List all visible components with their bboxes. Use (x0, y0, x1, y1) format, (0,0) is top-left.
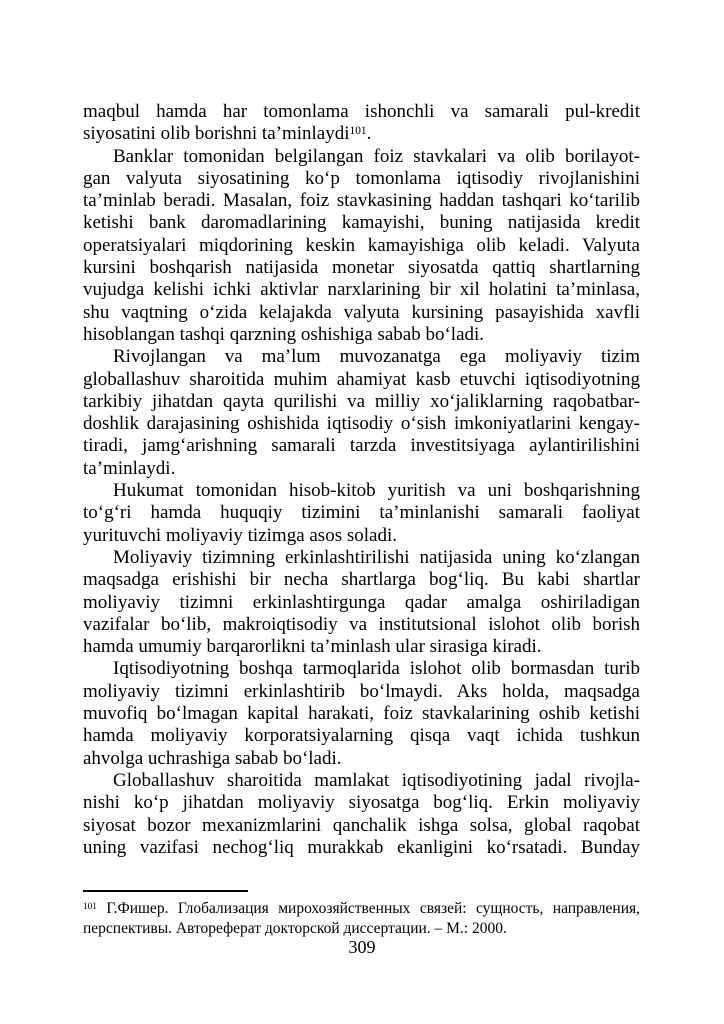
text-line: tarkibiy jihatdan qayta qurilishi va milliy xo‘jaliklarning raqobatbar- (83, 390, 640, 412)
text-line: shu vaqtning o‘zida kelajakda valyuta kursining pasayishida xavfli (83, 301, 640, 323)
text-line: Banklar tomonidan belgilangan foiz stavkalari va olib borilayot- (113, 145, 640, 167)
text-line: ketishi bank daromadlarining kamayishi, buning natijasida kredit (83, 212, 640, 234)
paragraph (83, 547, 640, 658)
text-line: yurituvchi moliyaviy tizimga asos soladi. (83, 524, 397, 546)
text-line: siyosat bozor mexanizmlarini qanchalik ishga solsa, global raqobat (83, 814, 640, 836)
text-line: Hukumat tomonidan hisob-kitob yuritish va uni boshqarishning (113, 480, 640, 502)
text-line: maqbul hamda har tomonlama ishonchli va samarali pul-kredit (83, 101, 640, 122)
paragraph (83, 346, 640, 480)
text-line: Rivojlangan va ma’lum muvozanatga ega moliyaviy tizim (113, 346, 640, 368)
footnote-section (83, 890, 640, 939)
text-line: vujudga kelishi ichki aktivlar narxlarining bir xil holatini ta’minlasa, (83, 279, 640, 301)
paragraph (83, 101, 640, 146)
text-line: uning vazifasi nechog‘liq murakkab ekanligini ko‘rsatadi. Bunday (83, 836, 640, 858)
text-line: ahvolga uchrashiga sabab bo‘ladi. (83, 747, 342, 769)
text-line: vazifalar bo‘lib, makroiqtisodiy va institutsional islohot olib borish (83, 613, 640, 635)
text-line: ta’minlab beradi. Masalan, foiz stavkasining haddan tashqari ko‘tarilib (83, 190, 640, 212)
text-line: muvofiq bo‘lmagan kapital harakati, foiz stavkalarining oshib ketishi (83, 703, 640, 725)
paragraph (83, 770, 640, 859)
text-line: Globallashuv sharoitida mamlakat iqtisodiyotining jadal rivojla- (113, 769, 640, 791)
text-line: doshlik darajasining oshishida iqtisodiy o‘sish imkoniyatlarini kengay- (83, 413, 640, 435)
footnote-text-line: перспективы. Автореферат докторской диссертации. – М.: 2000. (83, 920, 507, 937)
text-line: Moliyaviy tizimning erkinlashtirilishi natijasida uning ko‘zlangan (113, 546, 640, 568)
body-text (83, 101, 640, 859)
text-line: operatsiyalari miqdorining keskin kamayishiga olib keladi. Valyuta (83, 234, 640, 256)
text-line: tiradi, jamg‘arishning samarali tarzda investitsiyaga aylantirilishini (83, 435, 640, 457)
footnote-text-line: $^{101}$ Г.Фишер. Глобализация мирохозяйственных связей: сущность, направления, (83, 900, 640, 917)
text-line: gan valyuta siyosatining ko‘p tomonlama iqtisodiy rivojlanishini (83, 167, 640, 189)
text-line: maqsadga erishishi bir necha shartlarga bog‘liq. Bu kabi shartlar (83, 569, 640, 591)
text-line: ta’minlaydi. (83, 457, 176, 479)
text-line: globallashuv sharoitida muhim ahamiyat kasb etuvchi iqtisodiyotning (83, 368, 640, 390)
paragraph (83, 146, 640, 347)
footnote-reference-superscript: 101 (349, 125, 367, 138)
text-line: to‘g‘ri hamda huquqiy tizimini ta’minlanishi samarali faoliyat (83, 502, 640, 524)
paragraph (83, 480, 640, 547)
page-number: 309 (348, 937, 376, 957)
footnote-reference-superscript: 101 (83, 901, 97, 912)
text-line: kursini boshqarish natijasida monetar siyosatda qattiq shartlarning (83, 257, 640, 279)
text-line: hamda moliyaviy korporatsiyalarning qisqa vaqt ichida tushkun (83, 725, 640, 747)
text-line: hamda umumiy barqarorlikni ta’minlash ular sirasiga kiradi. (83, 636, 542, 658)
footnote-separator-rule (83, 890, 248, 892)
text-line: moliyaviy tizimni erkinlashtirib bo‘lmaydi. Aks holda, maqsadga (83, 680, 640, 702)
text-line: siyosatini olib borishni ta’minlaydi$^{101}$. (83, 123, 372, 145)
text-line: moliyaviy tizimni erkinlashtirgunga qadar amalga oshiriladigan (83, 591, 640, 613)
text-line: hisoblangan tashqi qarzning oshishiga sabab bo‘ladi. (83, 323, 485, 345)
paragraph (83, 658, 640, 769)
text-line: Iqtisodiyotning boshqa tarmoqlarida islohot olib bormasdan turib (113, 658, 640, 680)
footnote-lines (83, 899, 640, 939)
text-line: nishi ko‘p jihatdan moliyaviy siyosatga bog‘liq. Erkin moliyaviy (83, 792, 640, 814)
